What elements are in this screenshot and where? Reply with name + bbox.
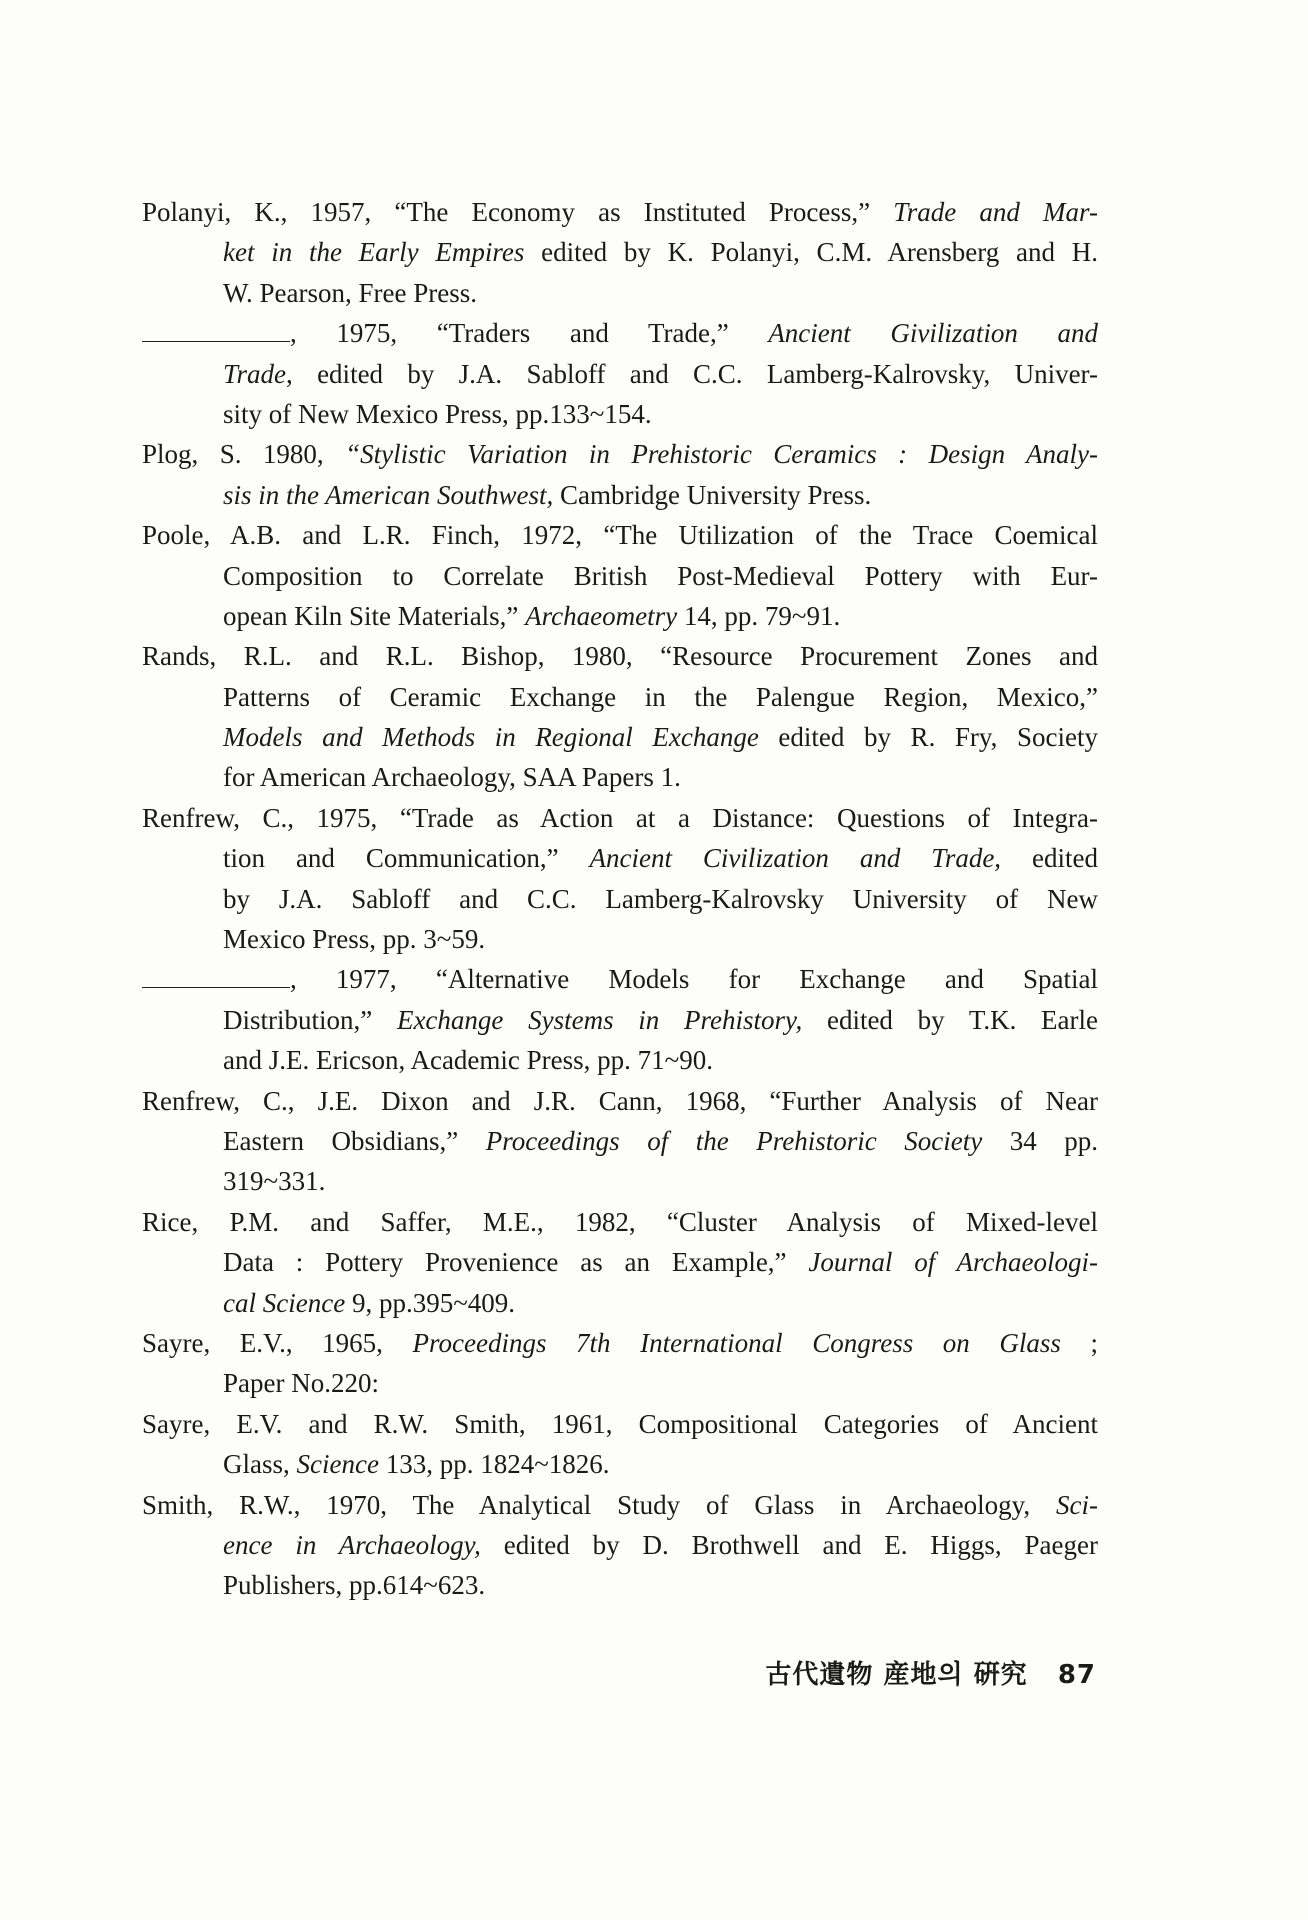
reference-text: Polanyi, K., 1957, “The Economy as Instituted Process,” [142, 197, 894, 227]
italic-title-text: Trade [223, 358, 287, 389]
reference-line [142, 394, 1098, 434]
reference-text: Sayre, E.V. and R.W. Smith, 1961, Compositional Categories of Ancient [142, 1408, 1098, 1439]
reference-entry [142, 959, 1098, 1080]
reference-text: Cambridge University Press. [553, 479, 872, 510]
reference-text: Glass, [223, 1449, 297, 1480]
reference-text: tion and Communication,” [223, 843, 590, 874]
reference-text: , 1977, “Alternative Models for Exchange and Spatial [290, 964, 1098, 995]
reference-line [142, 1283, 1098, 1323]
reference-line [142, 1565, 1098, 1605]
reference-text: edited by T.K. Earle [802, 1004, 1098, 1035]
italic-title-text: Sci- [1056, 1489, 1098, 1520]
reference-text: Distribution,” [223, 1004, 397, 1035]
italic-title-text: Trade and Mar- [893, 197, 1098, 227]
reference-text: 319~331. [223, 1166, 326, 1197]
reference-entry [142, 1404, 1098, 1485]
reference-text: for American Archaeology, SAA Papers 1. [223, 762, 681, 793]
reference-line [142, 515, 1098, 555]
reference-text: Rice, P.M. and Saffer, M.E., 1982, “Cluster Analysis of Mixed-level [142, 1206, 1098, 1237]
reference-line [142, 1081, 1098, 1121]
reference-text: Eastern Obsidians,” [223, 1125, 486, 1156]
reference-entry [142, 1485, 1098, 1606]
reference-entry [142, 1202, 1098, 1323]
reference-text: edited [1001, 843, 1098, 874]
reference-entry [142, 1081, 1098, 1202]
reference-text: Publishers, pp.614~623. [223, 1570, 486, 1601]
reference-line [142, 596, 1098, 636]
reference-text: 14, pp. 79~91. [677, 600, 841, 631]
italic-title-text: cal Science [223, 1287, 346, 1318]
reference-line [142, 757, 1098, 797]
reference-line [142, 1040, 1098, 1080]
reference-line [142, 232, 1098, 272]
italic-title-text: Journal of Archaeologi- [808, 1247, 1098, 1278]
reference-text: Data : Pottery Provenience as an Example,” [223, 1247, 809, 1278]
italic-title-text: sis in the American Southwest, [223, 479, 554, 510]
reference-line [142, 1485, 1098, 1525]
reference-text: 133, pp. 1824~1826. [378, 1449, 610, 1480]
reference-line [142, 1000, 1098, 1040]
same-author-rule [142, 965, 290, 988]
italic-title-text: Archaeometry [525, 600, 678, 631]
italic-title-text: Models and Methods in Regional Exchange [223, 722, 759, 753]
reference-text: Renfrew, C., J.E. Dixon and J.R. Cann, 1968, “Further Analysis of Near [142, 1085, 1098, 1116]
reference-line [142, 1161, 1098, 1201]
reference-line [142, 798, 1098, 838]
reference-text: and J.E. Ericson, Academic Press, pp. 71~90. [223, 1045, 714, 1076]
reference-entry [142, 313, 1098, 434]
reference-text: , edited by J.A. Sabloff and C.C. Lamberg-Kalrovsky, Univer- [286, 358, 1098, 389]
reference-line [142, 677, 1098, 717]
reference-text: , 1975, “Traders and Trade,” [290, 318, 769, 349]
reference-text: Patterns of Ceramic Exchange in the Palengue Region, Mexico,” [223, 681, 1098, 712]
reference-text: 34 pp. [982, 1125, 1098, 1156]
reference-text: opean Kiln Site Materials,” [223, 600, 526, 631]
reference-line [142, 556, 1098, 596]
reference-text: edited by K. Polanyi, C.M. Arensberg and H. [524, 237, 1098, 268]
reference-line [142, 919, 1098, 959]
italic-title-text: Ancient Givilization and [768, 318, 1099, 349]
reference-line [142, 354, 1098, 394]
reference-line [142, 192, 1098, 232]
reference-line [142, 1363, 1098, 1403]
italic-title-text: ket in the Early Empires [223, 237, 525, 268]
reference-text: Rands, R.L. and R.L. Bishop, 1980, “Resource Procurement Zones and [142, 641, 1098, 672]
reference-line [142, 879, 1098, 919]
reference-entry [142, 636, 1098, 798]
reference-text: Mexico Press, pp. 3~59. [223, 924, 486, 955]
italic-title-text: Ancient Civilization and Trade, [589, 843, 1002, 874]
reference-text: Paper No.220: [223, 1368, 379, 1399]
reference-entry [142, 798, 1098, 960]
reference-line [142, 273, 1098, 313]
reference-text: edited by D. Brothwell and E. Higgs, Paeger [480, 1529, 1098, 1560]
running-title: 古代遺物 産地의 硏究 [765, 1660, 1028, 1690]
reference-line [142, 475, 1098, 515]
reference-line [142, 313, 1098, 353]
reference-entry [142, 515, 1098, 636]
reference-text: Smith, R.W., 1970, The Analytical Study of Glass in Archaeology, [142, 1489, 1057, 1520]
reference-line [142, 959, 1098, 999]
reference-text: W. Pearson, Free Press. [223, 277, 477, 308]
reference-text: by J.A. Sabloff and C.C. Lamberg-Kalrovsky University of New [223, 883, 1098, 914]
italic-title-text: Exchange Systems in Prehistory, [396, 1004, 803, 1035]
reference-text: ; [1060, 1327, 1098, 1358]
reference-text: Poole, A.B. and L.R. Finch, 1972, “The Utilization of the Trace Coemical [142, 520, 1098, 551]
reference-text: Composition to Correlate British Post-Medieval Pottery with Eur- [223, 560, 1098, 591]
reference-text: Plog, S. 1980, [142, 439, 346, 470]
reference-entry [142, 192, 1098, 313]
reference-text: Sayre, E.V., 1965, [142, 1327, 413, 1358]
reference-list [142, 192, 1098, 1606]
reference-line [142, 1242, 1098, 1282]
reference-line [142, 717, 1098, 757]
italic-title-text: “Stylistic Variation in Prehistoric Ceramics : Design Analy- [345, 439, 1098, 470]
reference-line [142, 1323, 1098, 1363]
reference-line [142, 1202, 1098, 1242]
reference-line [142, 1525, 1098, 1565]
reference-line [142, 636, 1098, 676]
same-author-rule [142, 319, 290, 342]
reference-line [142, 1444, 1098, 1484]
reference-text: edited by R. Fry, Society [758, 722, 1098, 753]
italic-title-text: Proceedings of the Prehistoric Society [485, 1125, 983, 1156]
italic-title-text: ence in Archaeology, [223, 1529, 481, 1560]
page-footer [765, 1654, 1096, 1691]
reference-entry [142, 1323, 1098, 1404]
reference-line [142, 1404, 1098, 1444]
reference-text: 9, pp.395~409. [345, 1287, 516, 1318]
italic-title-text: Science [296, 1449, 379, 1480]
reference-text: sity of New Mexico Press, pp.133~154. [223, 398, 652, 429]
reference-entry [142, 434, 1098, 515]
reference-line [142, 1121, 1098, 1161]
reference-line [142, 434, 1098, 474]
reference-text: Renfrew, C., 1975, “Trade as Action at a Distance: Questions of Integra- [142, 802, 1098, 833]
italic-title-text: Proceedings 7th International Congress on Glass [412, 1327, 1061, 1358]
reference-line [142, 838, 1098, 878]
page-number: 87 [1057, 1660, 1096, 1690]
